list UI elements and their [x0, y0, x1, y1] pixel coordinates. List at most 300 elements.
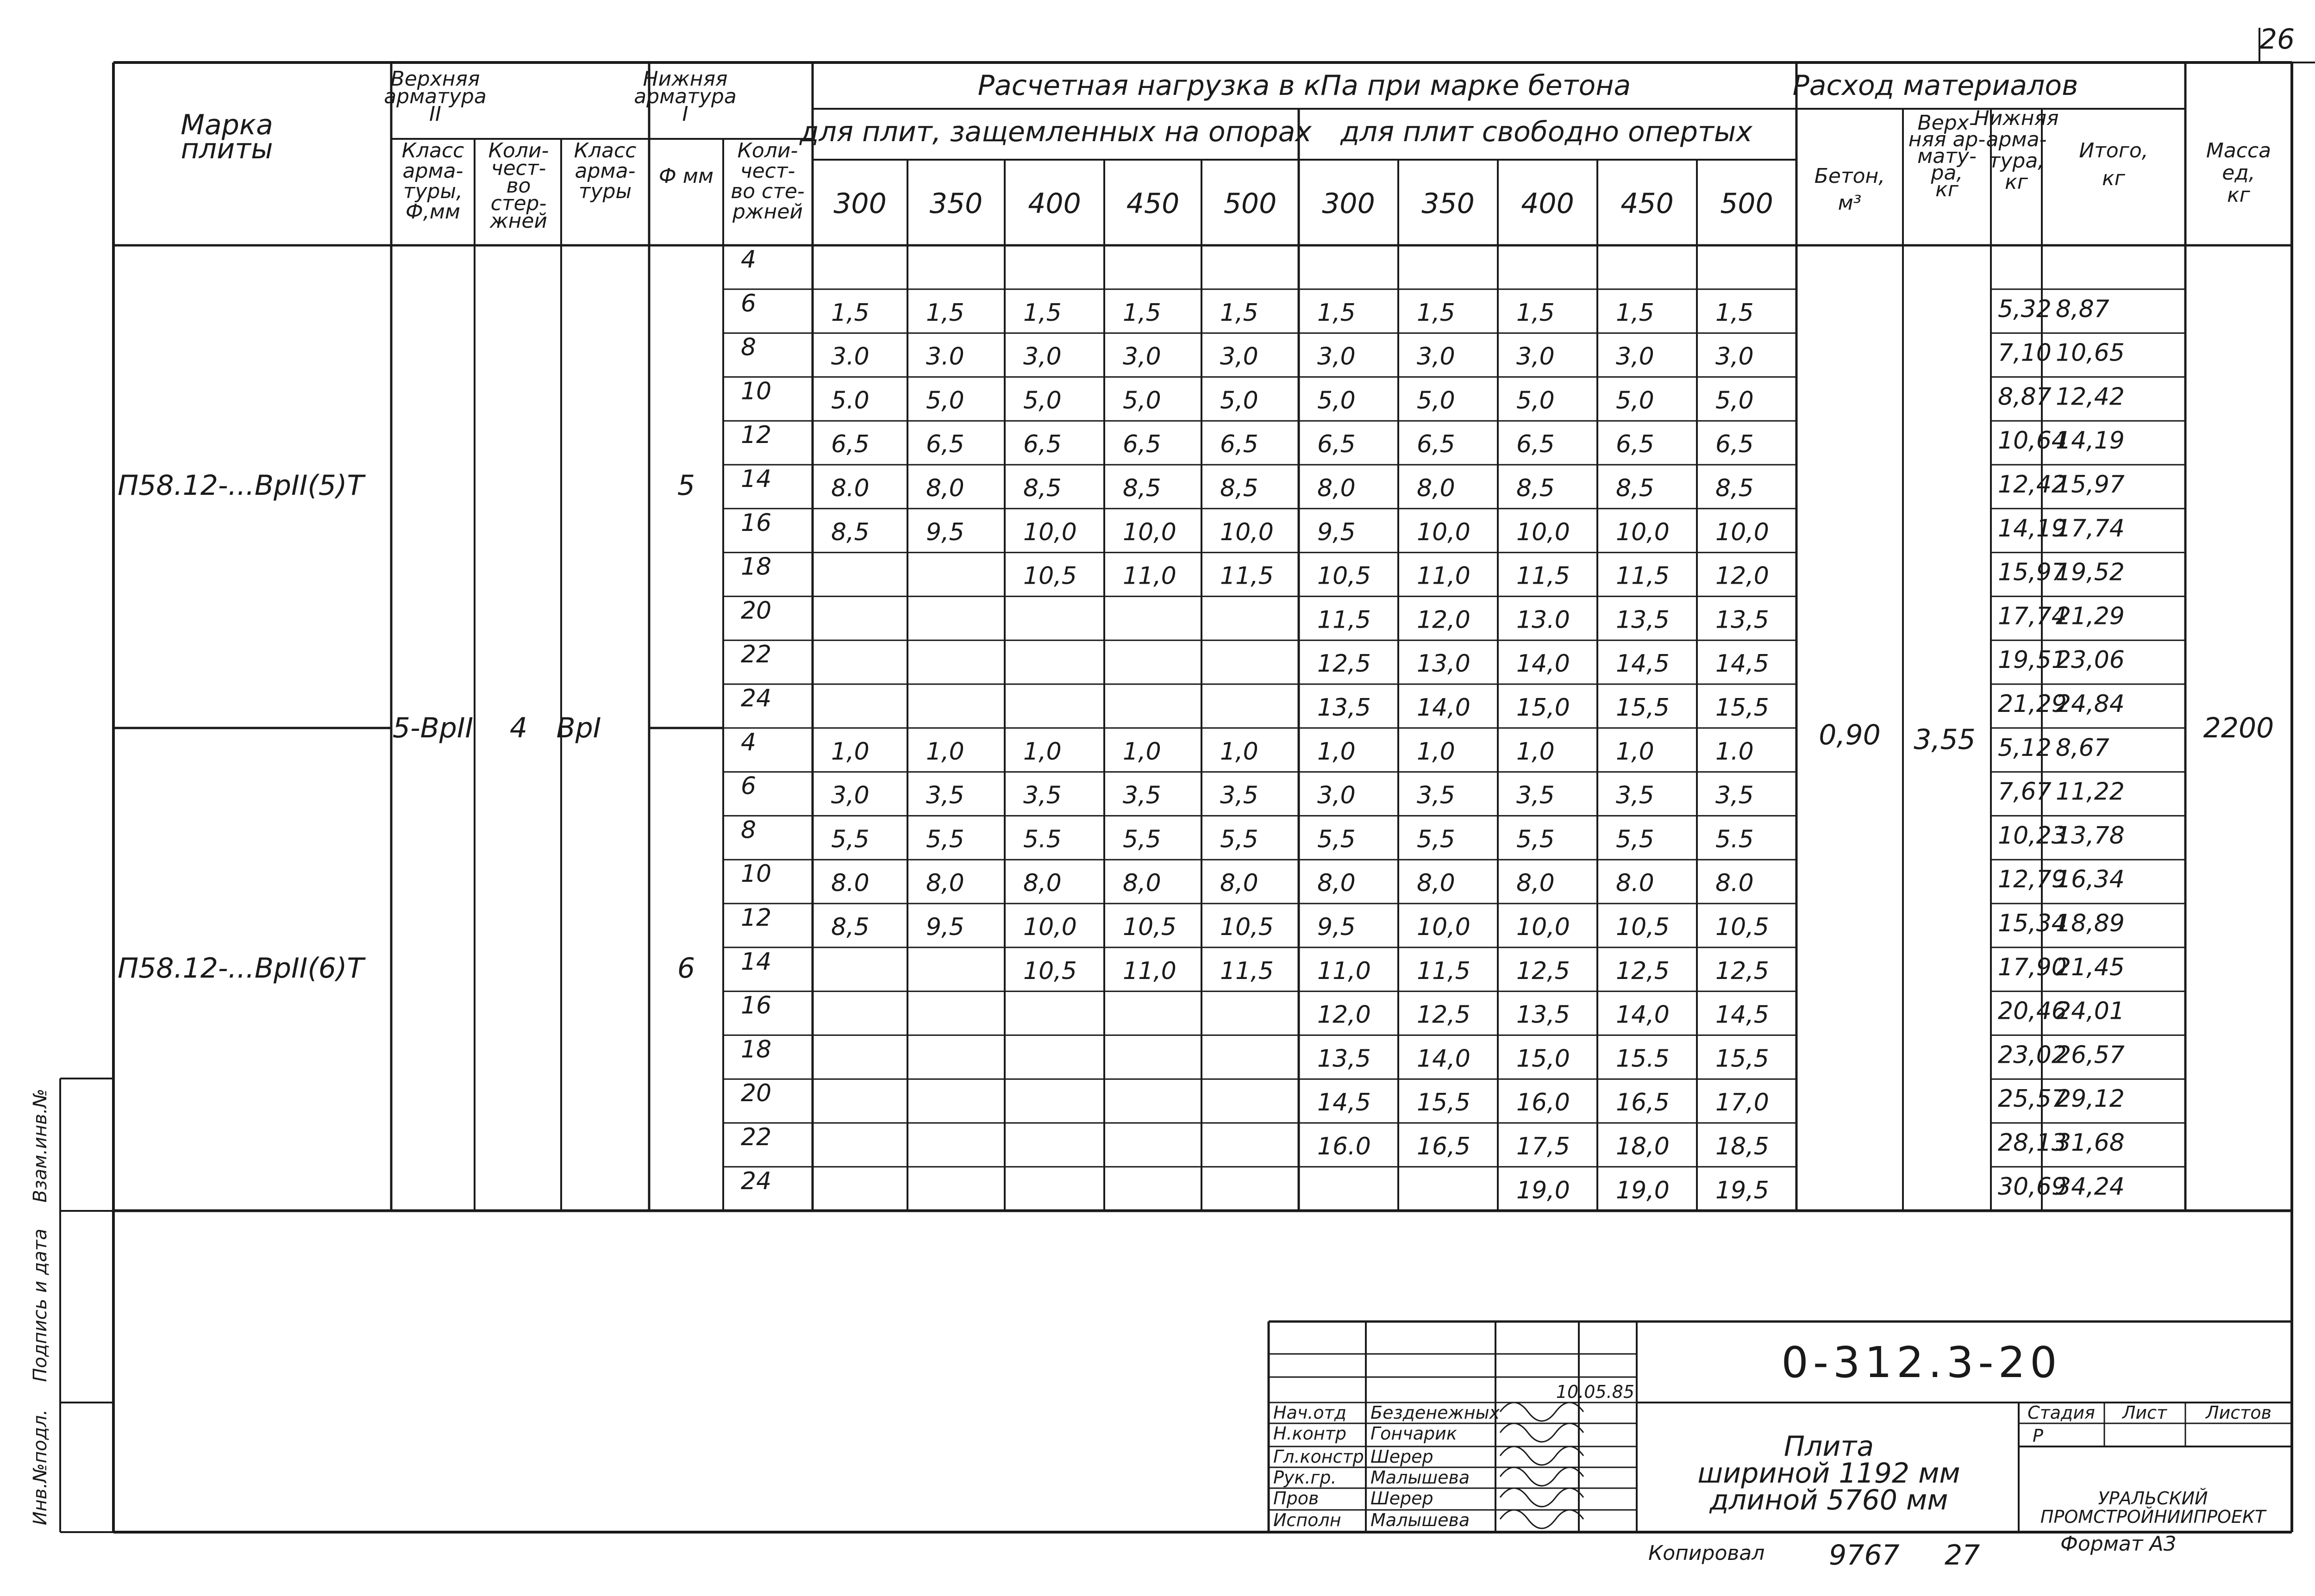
load-value: 1,5 [1616, 299, 1654, 327]
load-value: 1,0 [1220, 737, 1258, 766]
stamp-name: Шерер [1370, 1488, 1433, 1509]
load-value: 6,5 [1123, 430, 1161, 459]
load-value: 6,5 [1317, 430, 1356, 459]
load-value: 13,5 [1317, 694, 1371, 722]
bar-count: 4 [741, 728, 757, 756]
total-mass: 31,68 [2056, 1129, 2125, 1157]
load-value: 15,5 [1715, 694, 1769, 722]
bottom-rebar-mass: 17,74 [1998, 602, 2067, 630]
load-value: 13,5 [1317, 1045, 1371, 1073]
load-value: 8,0 [1023, 869, 1062, 898]
load-value: 11,5 [1220, 957, 1274, 985]
load-value: 14,5 [1715, 1001, 1769, 1029]
total-mass: 18,89 [2056, 910, 2125, 937]
load-value: 6,5 [1417, 430, 1455, 459]
header-verh-arm: няя ар- [1908, 128, 1986, 151]
load-value: 19,5 [1715, 1176, 1769, 1204]
load-value: 1,0 [926, 737, 964, 766]
bar-count: 12 [741, 904, 772, 932]
header-klass-top: Ф,мм [405, 200, 461, 224]
stage-label: Стадия [2027, 1403, 2095, 1423]
load-value: 5,5 [1417, 825, 1455, 854]
load-value: 11,5 [1516, 562, 1570, 590]
load-value: 12,5 [1317, 650, 1371, 678]
load-value: 10,0 [1616, 518, 1670, 546]
bar-count: 16 [741, 991, 772, 1020]
slab-mark: П58.12-...ВрII(6)Т [117, 952, 364, 985]
load-value: 15.5 [1616, 1045, 1670, 1073]
load-value: 3,0 [1715, 343, 1754, 371]
product-title: шириной 1192 мм [1697, 1457, 1960, 1490]
load-value: 1,5 [926, 299, 964, 327]
load-value: 14,5 [1317, 1089, 1371, 1117]
load-value: 13,5 [1516, 1001, 1570, 1029]
bar-count: 24 [741, 1167, 772, 1195]
header-massa: кг [2227, 183, 2250, 207]
load-value: 1,5 [1516, 299, 1555, 327]
load-value: 16.0 [1317, 1133, 1371, 1160]
load-value: 19,0 [1616, 1176, 1670, 1204]
load-value: 5,5 [926, 825, 964, 854]
load-value: 12,5 [1516, 957, 1570, 985]
load-value: 1,5 [1023, 299, 1062, 327]
load-value: 1,0 [1616, 737, 1654, 766]
load-value: 5,0 [926, 387, 964, 415]
side-label-signature: Подпись и дата [30, 1228, 51, 1382]
load-value: 3,0 [1317, 781, 1356, 810]
load-value: 18,0 [1616, 1133, 1670, 1160]
bottom-rebar-mass: 8,87 [1998, 383, 2052, 411]
bottom-rebar-mass: 12,79 [1998, 866, 2067, 894]
load-value: 11,5 [1317, 606, 1371, 634]
load-value: 15,0 [1516, 694, 1570, 722]
header-kolvo-bot: во сте- [731, 180, 805, 203]
total-mass: 8,67 [2056, 734, 2109, 762]
bar-count: 6 [741, 289, 757, 318]
total-mass: 13,78 [2056, 822, 2125, 850]
header-clamped: для плит, защемленных на опорах [800, 116, 1312, 148]
load-value: 5,5 [1516, 825, 1555, 854]
load-value: 5,0 [1715, 387, 1754, 415]
load-value: 1,5 [1317, 299, 1356, 327]
header-bottom-rebar: арматура [634, 85, 737, 108]
stage-value: Р [2033, 1426, 2043, 1446]
bottom-rebar-mass: 10,64 [1998, 427, 2067, 455]
load-value: 19,0 [1516, 1176, 1570, 1204]
organization: УРАЛЬСКИЙ [2098, 1488, 2208, 1509]
concrete-volume: 0,90 [1819, 718, 1881, 751]
load-value: 8.0 [1616, 869, 1654, 898]
load-value: 3,0 [1616, 343, 1654, 371]
load-value: 3,5 [1715, 781, 1754, 810]
load-value: 10,0 [1417, 913, 1470, 941]
load-value: 3,0 [1516, 343, 1555, 371]
header-grade: 500 [1223, 187, 1277, 220]
bottom-rebar-mass: 14,19 [1998, 514, 2067, 542]
load-value: 1,0 [1317, 737, 1356, 766]
load-value: 5,5 [1317, 825, 1356, 854]
load-value: 15,5 [1715, 1045, 1769, 1073]
header-klass-bot: Класс [574, 139, 637, 162]
load-value: 3.0 [926, 343, 964, 371]
bottom-rebar-mass: 15,34 [1998, 910, 2067, 937]
header-nizh-arm: арма- [1986, 128, 2047, 151]
load-value: 12,0 [1317, 1001, 1371, 1029]
load-value: 12,0 [1715, 562, 1769, 590]
load-value: 8,0 [1123, 869, 1161, 898]
load-value: 3,0 [1123, 343, 1161, 371]
load-value: 1,5 [831, 299, 870, 327]
header-top-rebar: арматура [384, 85, 487, 108]
header-kolvo-bot: Коли- [737, 139, 798, 162]
bottom-rebar-mass: 7,67 [1998, 778, 2052, 806]
total-mass: 21,45 [2056, 953, 2125, 981]
sheets-label: Листов [2206, 1403, 2271, 1423]
load-value: 5,5 [1123, 825, 1161, 854]
unit-mass: 2200 [2203, 711, 2274, 744]
total-mass: 34,24 [2056, 1172, 2125, 1201]
total-mass: 24,01 [2056, 997, 2125, 1025]
bar-count: 4 [741, 246, 757, 274]
header-top-rebar: II [429, 102, 441, 126]
header-klass-bot: туры [578, 180, 632, 203]
header-klass-top: арма- [402, 159, 463, 183]
product-title: Плита [1783, 1430, 1874, 1463]
load-value: 6,5 [831, 430, 870, 459]
header-kolvo-bot: ржней [732, 200, 803, 224]
load-value: 1,0 [831, 737, 870, 766]
header-grade: 450 [1620, 187, 1674, 220]
load-value: 8,0 [1417, 869, 1455, 898]
load-value: 5.0 [831, 387, 870, 415]
load-value: 14,5 [1616, 650, 1670, 678]
load-value: 11,5 [1220, 562, 1274, 590]
load-value: 16,0 [1516, 1089, 1570, 1117]
header-load: Расчетная нагрузка в кПа при марке бетона [977, 69, 1631, 102]
header-kolvo-bot: чест- [740, 159, 795, 183]
bar-count: 18 [741, 553, 772, 581]
load-value: 11,5 [1417, 957, 1470, 985]
stamp-name: Малышева [1370, 1510, 1470, 1530]
header-klass-bot: арма- [575, 159, 636, 183]
load-value: 13,0 [1417, 650, 1470, 678]
load-value: 3,0 [1417, 343, 1455, 371]
total-mass: 16,34 [2056, 866, 2125, 894]
load-value: 5.5 [1023, 825, 1062, 854]
bar-count: 6 [741, 772, 757, 800]
load-value: 3,5 [1417, 781, 1455, 810]
load-value: 9,5 [1317, 913, 1356, 941]
load-value: 3,5 [926, 781, 964, 810]
load-value: 1,0 [1123, 737, 1161, 766]
load-value: 6,5 [1616, 430, 1654, 459]
header-bottom-rebar: Нижняя [643, 67, 728, 91]
load-value: 10,5 [1023, 957, 1077, 985]
total-mass: 11,22 [2056, 778, 2125, 806]
load-value: 8,5 [1123, 474, 1161, 502]
total-mass: 29,12 [2056, 1085, 2125, 1113]
load-value: 3,5 [1023, 781, 1062, 810]
title-block [1269, 1322, 2292, 1571]
bottom-rebar-mass: 25,57 [1998, 1085, 2067, 1113]
load-value: 8,5 [1023, 474, 1062, 502]
load-value: 8,5 [1616, 474, 1654, 502]
signature-mark [1500, 1446, 1583, 1465]
bar-diameter: 6 [677, 952, 695, 985]
load-value: 15,0 [1516, 1045, 1570, 1073]
load-value: 16,5 [1417, 1133, 1470, 1160]
header-grade: 450 [1126, 187, 1180, 220]
load-value: 8,5 [831, 913, 870, 941]
bottom-rebar-mass: 28,13 [1998, 1129, 2067, 1157]
header-diam: Ф мм [658, 164, 714, 188]
bar-count: 10 [741, 377, 772, 405]
load-value: 8,0 [926, 869, 964, 898]
header-grade: 350 [1421, 187, 1475, 220]
stamp-role: Н.контр [1273, 1423, 1346, 1444]
load-value: 5,5 [1220, 825, 1258, 854]
total-mass: 14,19 [2056, 427, 2125, 455]
load-value: 10,0 [1123, 518, 1176, 546]
stamp-role: Нач.отд [1273, 1403, 1347, 1423]
load-value: 6,5 [1220, 430, 1258, 459]
stamp-name: Гончарик [1370, 1423, 1457, 1444]
load-value: 6,5 [1516, 430, 1555, 459]
side-label-replace: Взам.инв.№ [30, 1088, 51, 1203]
load-value: 12,5 [1616, 957, 1670, 985]
load-value: 1,5 [1123, 299, 1161, 327]
load-value: 10,5 [1123, 913, 1176, 941]
bar-count: 20 [741, 1079, 772, 1108]
bottom-rebar-mass: 30,69 [1998, 1172, 2067, 1201]
bottom-rebar-class: ВрI [556, 711, 601, 744]
load-value: 6,5 [926, 430, 964, 459]
load-value: 10,5 [1023, 562, 1077, 590]
header-klass-top: Класс [401, 139, 464, 162]
load-value: 10,5 [1715, 913, 1769, 941]
load-value: 10,0 [1516, 518, 1570, 546]
header-nizh-arm: тура, [1988, 149, 2045, 173]
load-value: 5,5 [831, 825, 870, 854]
stamp-name: Шерер [1370, 1446, 1433, 1467]
stamp-role: Гл.констр [1273, 1446, 1364, 1467]
load-value: 8,5 [1516, 474, 1555, 502]
bottom-rebar-mass: 15,97 [1998, 558, 2067, 586]
load-value: 14,0 [1417, 1045, 1470, 1073]
load-value: 12,0 [1417, 606, 1470, 634]
stamp-role: Пров [1273, 1488, 1319, 1509]
total-mass: 23,06 [2056, 646, 2125, 674]
load-value: 10,0 [1023, 518, 1077, 546]
top-rebar-count: 4 [509, 711, 528, 744]
header-beton: м³ [1838, 191, 1862, 215]
bottom-rebar-mass: 10,23 [1998, 822, 2067, 850]
header-nizh-arm: Нижняя [1974, 106, 2059, 130]
load-value: 16,5 [1616, 1089, 1670, 1117]
load-value: 13,5 [1715, 606, 1769, 634]
header-grade: 350 [929, 187, 983, 220]
load-value: 5,0 [1516, 387, 1555, 415]
header-massa: Масса [2206, 139, 2271, 162]
bar-count: 18 [741, 1035, 772, 1064]
bar-count: 14 [741, 948, 772, 976]
load-value: 8,0 [1417, 474, 1455, 502]
load-value: 3,5 [1616, 781, 1654, 810]
header-grade: 300 [1322, 187, 1375, 220]
load-value: 12,5 [1417, 1001, 1470, 1029]
load-value: 1,5 [1417, 299, 1455, 327]
organization: ПРОМСТРОЙНИИПРОЕКТ [2040, 1507, 2266, 1527]
load-value: 8,5 [1715, 474, 1754, 502]
bottom-rebar-mass: 12,42 [1998, 471, 2067, 499]
sheet-number: 26 [2259, 23, 2295, 56]
bottom-rebar-mass: 19,51 [1998, 646, 2067, 674]
header-grade: 500 [1720, 187, 1773, 220]
total-mass: 10,65 [2056, 339, 2125, 367]
total-mass: 15,97 [2056, 471, 2125, 499]
load-value: 3,5 [1516, 781, 1555, 810]
stamp-name: Малышева [1370, 1467, 1470, 1488]
bottom-rebar-mass: 21,29 [1998, 690, 2067, 718]
bar-count: 10 [741, 860, 772, 888]
header-kolvo-top: стер- [490, 192, 547, 215]
signature-mark [1500, 1510, 1583, 1528]
total-mass: 26,57 [2056, 1041, 2125, 1069]
stamp-name: Безденежных [1370, 1403, 1500, 1423]
load-value: 5,0 [1317, 387, 1356, 415]
load-value: 15,5 [1616, 694, 1670, 722]
load-value: 9,5 [926, 518, 964, 546]
bottom-rebar-mass: 20,46 [1998, 997, 2067, 1025]
load-value: 3,0 [1220, 343, 1258, 371]
table-grid [60, 28, 2315, 1532]
load-value: 5,0 [1417, 387, 1455, 415]
load-value: 6,5 [1023, 430, 1062, 459]
load-value: 9,5 [926, 913, 964, 941]
bottom-rebar-mass: 5,12 [1998, 734, 2052, 762]
header-grade: 400 [1521, 187, 1574, 220]
load-value: 10,0 [1220, 518, 1274, 546]
bottom-rebar-mass: 17,90 [1998, 953, 2067, 981]
bar-count: 22 [741, 1123, 772, 1151]
load-value: 17,0 [1715, 1089, 1769, 1117]
total-mass: 17,74 [2056, 514, 2125, 542]
bar-count: 14 [741, 465, 772, 493]
header-top-rebar: Верхняя [390, 67, 480, 91]
side-label-inv: Инв.№подл. [30, 1409, 51, 1526]
bar-count: 8 [741, 816, 757, 844]
total-mass: 21,29 [2056, 602, 2125, 630]
load-value: 5.5 [1715, 825, 1754, 854]
top-rebar-class: 5-ВрII [392, 711, 474, 744]
header-marka: Марка [181, 109, 273, 141]
header-materials: Расход материалов [1792, 69, 2078, 102]
sheet-label: Лист [2122, 1403, 2167, 1423]
header-verh-arm: кг [1935, 178, 1958, 201]
load-value: 1,0 [1516, 737, 1555, 766]
load-value: 8,5 [831, 518, 870, 546]
load-value: 3.0 [831, 343, 870, 371]
load-value: 8.0 [1715, 869, 1754, 898]
footer-number: 27 [1945, 1539, 1980, 1571]
bottom-rebar-mass: 7,10 [1998, 339, 2052, 367]
total-mass: 24,84 [2056, 690, 2125, 718]
load-value: 13.0 [1516, 606, 1570, 634]
load-value: 10,0 [1023, 913, 1077, 941]
load-value: 12,5 [1715, 957, 1769, 985]
bottom-rebar-mass: 23,02 [1998, 1041, 2067, 1069]
header-verh-arm: Верх- [1917, 111, 1977, 135]
load-value: 14,0 [1516, 650, 1570, 678]
table-text [30, 23, 2295, 1525]
load-value: 10,5 [1317, 562, 1371, 590]
load-value: 5,0 [1220, 387, 1258, 415]
load-value: 8.0 [831, 474, 870, 502]
load-value: 14,0 [1616, 1001, 1670, 1029]
total-mass: 8,87 [2056, 295, 2109, 323]
header-grade: 400 [1028, 187, 1081, 220]
header-beton: Бетон, [1814, 164, 1885, 188]
total-mass: 12,42 [2056, 383, 2125, 411]
load-value: 8,0 [1516, 869, 1555, 898]
load-value: 1,5 [1715, 299, 1754, 327]
load-value: 14,0 [1417, 694, 1470, 722]
load-value: 17,5 [1516, 1133, 1570, 1160]
header-kolvo-top: во [506, 174, 531, 198]
load-value: 10,5 [1616, 913, 1670, 941]
load-value: 3,0 [831, 781, 870, 810]
document-code: 0-312.3-20 [1781, 1338, 2062, 1387]
header-verh-arm: мату- [1917, 144, 1977, 168]
load-value: 1,0 [1417, 737, 1455, 766]
load-value: 3,0 [1023, 343, 1062, 371]
format-label: Формат А3 [2060, 1532, 2177, 1556]
load-value: 5,5 [1616, 825, 1654, 854]
header-massa: ед, [2222, 161, 2255, 185]
load-value: 11,0 [1123, 562, 1176, 590]
header-nizh-arm: кг [2005, 170, 2028, 194]
load-value: 10,0 [1417, 518, 1470, 546]
load-value: 8,0 [1220, 869, 1258, 898]
signature-mark [1500, 1467, 1583, 1486]
header-free: для плит свободно опертых [1340, 116, 1752, 148]
stamp-role: Рук.гр. [1273, 1467, 1337, 1488]
bar-count: 16 [741, 509, 772, 537]
load-value: 3,5 [1123, 781, 1161, 810]
total-mass: 19,52 [2056, 558, 2125, 586]
load-value: 6,5 [1715, 430, 1754, 459]
header-klass-top: туры, [403, 180, 463, 203]
slab-mark: П58.12-...ВрII(5)Т [117, 469, 364, 502]
load-value: 11,5 [1616, 562, 1670, 590]
load-value: 18,5 [1715, 1133, 1769, 1160]
load-value: 9,5 [1317, 518, 1356, 546]
signature-mark [1500, 1423, 1583, 1442]
signature-mark [1500, 1403, 1583, 1421]
load-value: 8,0 [926, 474, 964, 502]
header-itogo: кг [2102, 167, 2125, 190]
bar-count: 20 [741, 597, 772, 625]
bar-count: 8 [741, 333, 757, 362]
bar-diameter: 5 [677, 469, 695, 502]
header-verh-arm: ра, [1931, 161, 1963, 185]
stamp-date: 10.05.85 [1556, 1382, 1634, 1402]
header-marka: плиты [181, 133, 273, 165]
header-bottom-rebar: I [682, 102, 688, 126]
copied-label: Копировал [1648, 1541, 1765, 1565]
load-value: 10,0 [1715, 518, 1769, 546]
load-value: 1,5 [1220, 299, 1258, 327]
